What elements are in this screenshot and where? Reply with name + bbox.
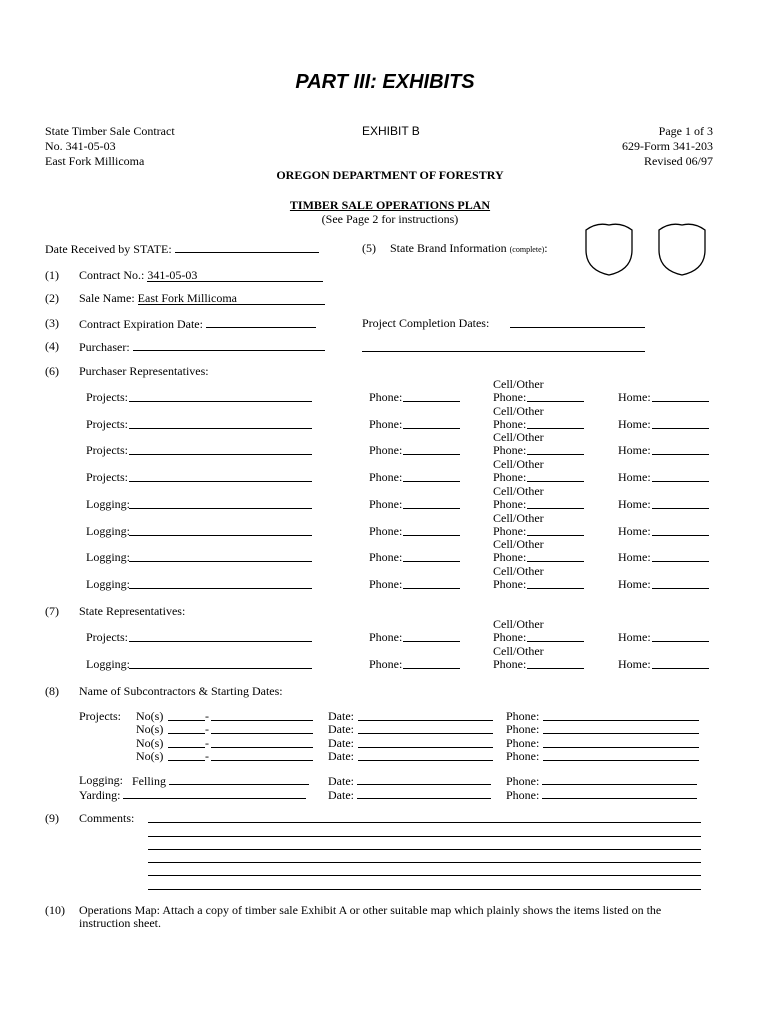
rep-phone-field[interactable]	[403, 401, 460, 402]
yarding-phone-field[interactable]	[542, 787, 697, 799]
contract-value: 341-05-03	[147, 268, 198, 282]
rep-home-field[interactable]	[652, 454, 709, 455]
phone-label: Phone:	[493, 443, 527, 457]
felling-label: Felling	[132, 774, 167, 788]
cell-other-label: Cell/Other	[493, 564, 544, 578]
date-label: Date:	[328, 709, 354, 723]
state-reps-label: State Representatives:	[79, 604, 186, 618]
yarding-field[interactable]	[123, 787, 306, 799]
rep-home-field[interactable]	[652, 508, 709, 509]
sub-phone-field[interactable]	[543, 747, 699, 748]
rep-phone-field[interactable]	[403, 454, 460, 455]
phone-label: Phone:	[369, 470, 403, 484]
rep-home-field[interactable]	[652, 588, 709, 589]
subs-projects-label: Projects:	[79, 709, 121, 723]
phone-label: Phone:	[493, 417, 527, 431]
felling-date-field[interactable]	[357, 773, 491, 785]
form-number: 629-Form 341-203	[622, 139, 713, 153]
sale-name-header: East Fork Millicoma	[45, 154, 145, 168]
nos-label: No(s)	[136, 722, 164, 736]
item-number: (8)	[45, 684, 59, 698]
rep-role-label: Logging:	[86, 577, 130, 591]
sale-field[interactable]	[138, 292, 325, 305]
home-label: Home:	[618, 417, 651, 431]
phone-label: Phone:	[369, 657, 403, 671]
phone-label: Phone:	[369, 417, 403, 431]
item-number: (2)	[45, 291, 59, 305]
rep-cell-field[interactable]	[527, 481, 584, 482]
rep-name-field[interactable]	[129, 588, 312, 589]
rep-role-label: Projects:	[86, 390, 128, 404]
item-number: (7)	[45, 604, 59, 618]
sale-label: Sale Name:	[79, 291, 135, 305]
brand-complete-note: (complete)	[509, 245, 545, 254]
dash: -	[205, 736, 209, 750]
rep-phone-field[interactable]	[403, 561, 460, 562]
sub-date-field[interactable]	[358, 733, 493, 734]
rep-role-label: Logging:	[86, 524, 130, 538]
sub-date-field[interactable]	[358, 720, 493, 721]
felling-field[interactable]	[169, 773, 309, 785]
rep-cell-field[interactable]	[527, 641, 584, 642]
rep-cell-field[interactable]	[527, 428, 584, 429]
rep-phone-field[interactable]	[403, 535, 460, 536]
cell-other-label: Cell/Other	[493, 617, 544, 631]
expiration-label: Contract Expiration Date:	[79, 317, 203, 331]
contract-field[interactable]	[147, 269, 323, 282]
purchaser-address-field[interactable]	[362, 351, 645, 352]
page-number: Page 1 of 3	[658, 124, 713, 138]
subcontractor-name-field[interactable]	[211, 760, 313, 761]
comments-line[interactable]	[148, 875, 701, 876]
rep-role-label: Logging:	[86, 497, 130, 511]
sub-phone-field[interactable]	[543, 720, 699, 721]
rep-role-label: Projects:	[86, 417, 128, 431]
cell-other-label: Cell/Other	[493, 377, 544, 391]
phone-label: Phone:	[506, 788, 540, 802]
rep-name-field[interactable]	[129, 401, 312, 402]
sub-phone-field[interactable]	[543, 733, 699, 734]
revision-date: Revised 06/97	[644, 154, 713, 168]
comments-line[interactable]	[148, 836, 701, 837]
felling-phone-field[interactable]	[542, 773, 697, 785]
home-label: Home:	[618, 443, 651, 457]
felling-phone-row	[506, 773, 697, 788]
rep-role-label: Projects:	[86, 443, 128, 457]
rep-name-field[interactable]	[129, 454, 312, 455]
dash: -	[205, 749, 209, 763]
rep-role-label: Projects:	[86, 470, 128, 484]
cell-other-label: Cell/Other	[493, 430, 544, 444]
phone-label: Phone:	[493, 550, 527, 564]
brand-colon: :	[544, 241, 548, 255]
rep-cell-field[interactable]	[527, 401, 584, 402]
felling-date-row	[328, 773, 491, 788]
home-label: Home:	[618, 390, 651, 404]
subs-label: Name of Subcontractors & Starting Dates:	[79, 684, 283, 698]
no-field[interactable]	[168, 733, 205, 734]
cell-other-label: Cell/Other	[493, 457, 544, 471]
rep-phone-field[interactable]	[403, 508, 460, 509]
date-label: Date:	[328, 788, 354, 802]
purchaser-label: Purchaser:	[79, 340, 130, 354]
home-label: Home:	[618, 577, 651, 591]
rep-phone-field[interactable]	[403, 588, 460, 589]
comments-line[interactable]	[148, 849, 701, 850]
nos-label: No(s)	[136, 736, 164, 750]
date-label: Date:	[328, 736, 354, 750]
sale-row	[79, 291, 325, 305]
rep-home-field[interactable]	[652, 641, 709, 642]
rep-cell-field[interactable]	[527, 508, 584, 509]
home-label: Home:	[618, 524, 651, 538]
home-label: Home:	[618, 497, 651, 511]
date-label: Date:	[328, 722, 354, 736]
date-label: Date:	[328, 774, 354, 788]
date-received-field[interactable]	[175, 241, 319, 253]
cell-other-label: Cell/Other	[493, 644, 544, 658]
comments-line[interactable]	[148, 889, 701, 890]
rep-name-field[interactable]	[129, 428, 312, 429]
phone-label: Phone:	[493, 524, 527, 538]
phone-label: Phone:	[369, 577, 403, 591]
yarding-date-field[interactable]	[357, 787, 491, 799]
rep-cell-field[interactable]	[527, 535, 584, 536]
rep-name-field[interactable]	[129, 535, 312, 536]
cell-other-label: Cell/Other	[493, 537, 544, 551]
comments-line[interactable]	[148, 822, 701, 823]
contract-row	[79, 268, 323, 282]
nos-label: No(s)	[136, 749, 164, 763]
date-received-label: Date Received by STATE:	[45, 242, 172, 256]
sub-date-field[interactable]	[358, 760, 493, 761]
rep-home-field[interactable]	[652, 401, 709, 402]
item-number: (10)	[45, 903, 65, 917]
cell-other-label: Cell/Other	[493, 404, 544, 418]
phone-label: Phone:	[506, 736, 540, 750]
cell-other-label: Cell/Other	[493, 484, 544, 498]
rep-cell-field[interactable]	[527, 588, 584, 589]
rep-name-field[interactable]	[129, 668, 312, 669]
nos-label: No(s)	[136, 709, 164, 723]
rep-home-field[interactable]	[652, 481, 709, 482]
rep-home-field[interactable]	[652, 561, 709, 562]
expiration-row	[79, 316, 316, 331]
comments-label: Comments:	[79, 811, 135, 825]
page-title: PART III: EXHIBITS	[295, 71, 475, 93]
item-number: (9)	[45, 811, 59, 825]
phone-label: Phone:	[506, 709, 540, 723]
phone-label: Phone:	[369, 550, 403, 564]
date-received-row	[45, 241, 319, 256]
dash: -	[205, 709, 209, 723]
phone-label: Phone:	[506, 722, 540, 736]
completion-field[interactable]	[510, 327, 645, 328]
brand-label: State Brand Information	[390, 241, 507, 255]
department-name: OREGON DEPARTMENT OF FORESTRY	[276, 168, 504, 182]
sale-value: East Fork Millicoma	[137, 291, 237, 305]
no-field[interactable]	[168, 747, 205, 748]
no-field[interactable]	[168, 720, 205, 721]
phone-label: Phone:	[493, 577, 527, 591]
phone-label: Phone:	[493, 390, 527, 404]
reps-label: Purchaser Representatives:	[79, 364, 209, 378]
ops-map-text-cont: instruction sheet.	[79, 916, 161, 930]
instructions-note: (See Page 2 for instructions)	[321, 212, 459, 226]
purchaser-row	[79, 339, 325, 354]
sub-date-field[interactable]	[358, 747, 493, 748]
rep-cell-field[interactable]	[527, 561, 584, 562]
contract-label: Contract No.:	[79, 268, 145, 282]
rep-phone-field[interactable]	[403, 668, 460, 669]
phone-label: Phone:	[493, 470, 527, 484]
sub-phone-field[interactable]	[543, 760, 699, 761]
home-label: Home:	[618, 657, 651, 671]
brand-number: (5)	[362, 241, 376, 255]
home-label: Home:	[618, 630, 651, 644]
expiration-field[interactable]	[206, 316, 316, 328]
purchaser-field[interactable]	[133, 339, 325, 351]
item-number: (6)	[45, 364, 59, 378]
phone-label: Phone:	[369, 390, 403, 404]
rep-home-field[interactable]	[652, 535, 709, 536]
subs-logging-label: Logging:	[79, 773, 123, 787]
yarding-phone-row	[506, 787, 697, 802]
contract-type: State Timber Sale Contract	[45, 124, 175, 138]
phone-label: Phone:	[493, 497, 527, 511]
comments-line[interactable]	[148, 862, 701, 863]
rep-cell-field[interactable]	[527, 668, 584, 669]
rep-name-field[interactable]	[129, 641, 312, 642]
phone-label: Phone:	[369, 443, 403, 457]
home-label: Home:	[618, 470, 651, 484]
rep-cell-field[interactable]	[527, 454, 584, 455]
completion-label: Project Completion Dates:	[362, 316, 490, 330]
brand-info-row	[390, 241, 548, 257]
item-number: (3)	[45, 316, 59, 330]
home-label: Home:	[618, 550, 651, 564]
phone-label: Phone:	[369, 497, 403, 511]
rep-role-label: Projects:	[86, 630, 128, 644]
rep-phone-field[interactable]	[403, 428, 460, 429]
rep-home-field[interactable]	[652, 428, 709, 429]
yarding-label: Yarding:	[79, 788, 121, 802]
contract-number: No. 341-05-03	[45, 139, 116, 153]
phone-label: Phone:	[506, 749, 540, 763]
item-number: (1)	[45, 268, 59, 282]
felling-row	[132, 773, 309, 788]
subcontractor-name-field[interactable]	[211, 720, 313, 721]
phone-label: Phone:	[506, 774, 540, 788]
phone-label: Phone:	[493, 630, 527, 644]
date-label: Date:	[328, 749, 354, 763]
rep-name-field[interactable]	[129, 481, 312, 482]
yarding-row	[79, 787, 306, 802]
phone-label: Phone:	[369, 630, 403, 644]
yarding-date-row	[328, 787, 491, 802]
rep-home-field[interactable]	[652, 668, 709, 669]
subcontractor-name-field[interactable]	[211, 747, 313, 748]
cell-other-label: Cell/Other	[493, 511, 544, 525]
rep-role-label: Logging:	[86, 657, 130, 671]
dash: -	[205, 722, 209, 736]
rep-phone-field[interactable]	[403, 641, 460, 642]
phone-label: Phone:	[369, 524, 403, 538]
phone-label: Phone:	[493, 657, 527, 671]
brand-shield-icon[interactable]	[656, 220, 708, 278]
rep-phone-field[interactable]	[403, 481, 460, 482]
item-number: (4)	[45, 339, 59, 353]
form-title: TIMBER SALE OPERATIONS PLAN	[289, 198, 491, 212]
no-field[interactable]	[168, 760, 205, 761]
brand-shield-icon[interactable]	[583, 220, 635, 278]
rep-name-field[interactable]	[129, 561, 312, 562]
rep-name-field[interactable]	[129, 508, 312, 509]
rep-role-label: Logging:	[86, 550, 130, 564]
subcontractor-name-field[interactable]	[211, 733, 313, 734]
ops-map-text: Operations Map: Attach a copy of timber sale Exhibit A or other suitable map which plainly shows the items listed on the	[79, 903, 662, 917]
exhibit-label: EXHIBIT B	[362, 124, 420, 138]
